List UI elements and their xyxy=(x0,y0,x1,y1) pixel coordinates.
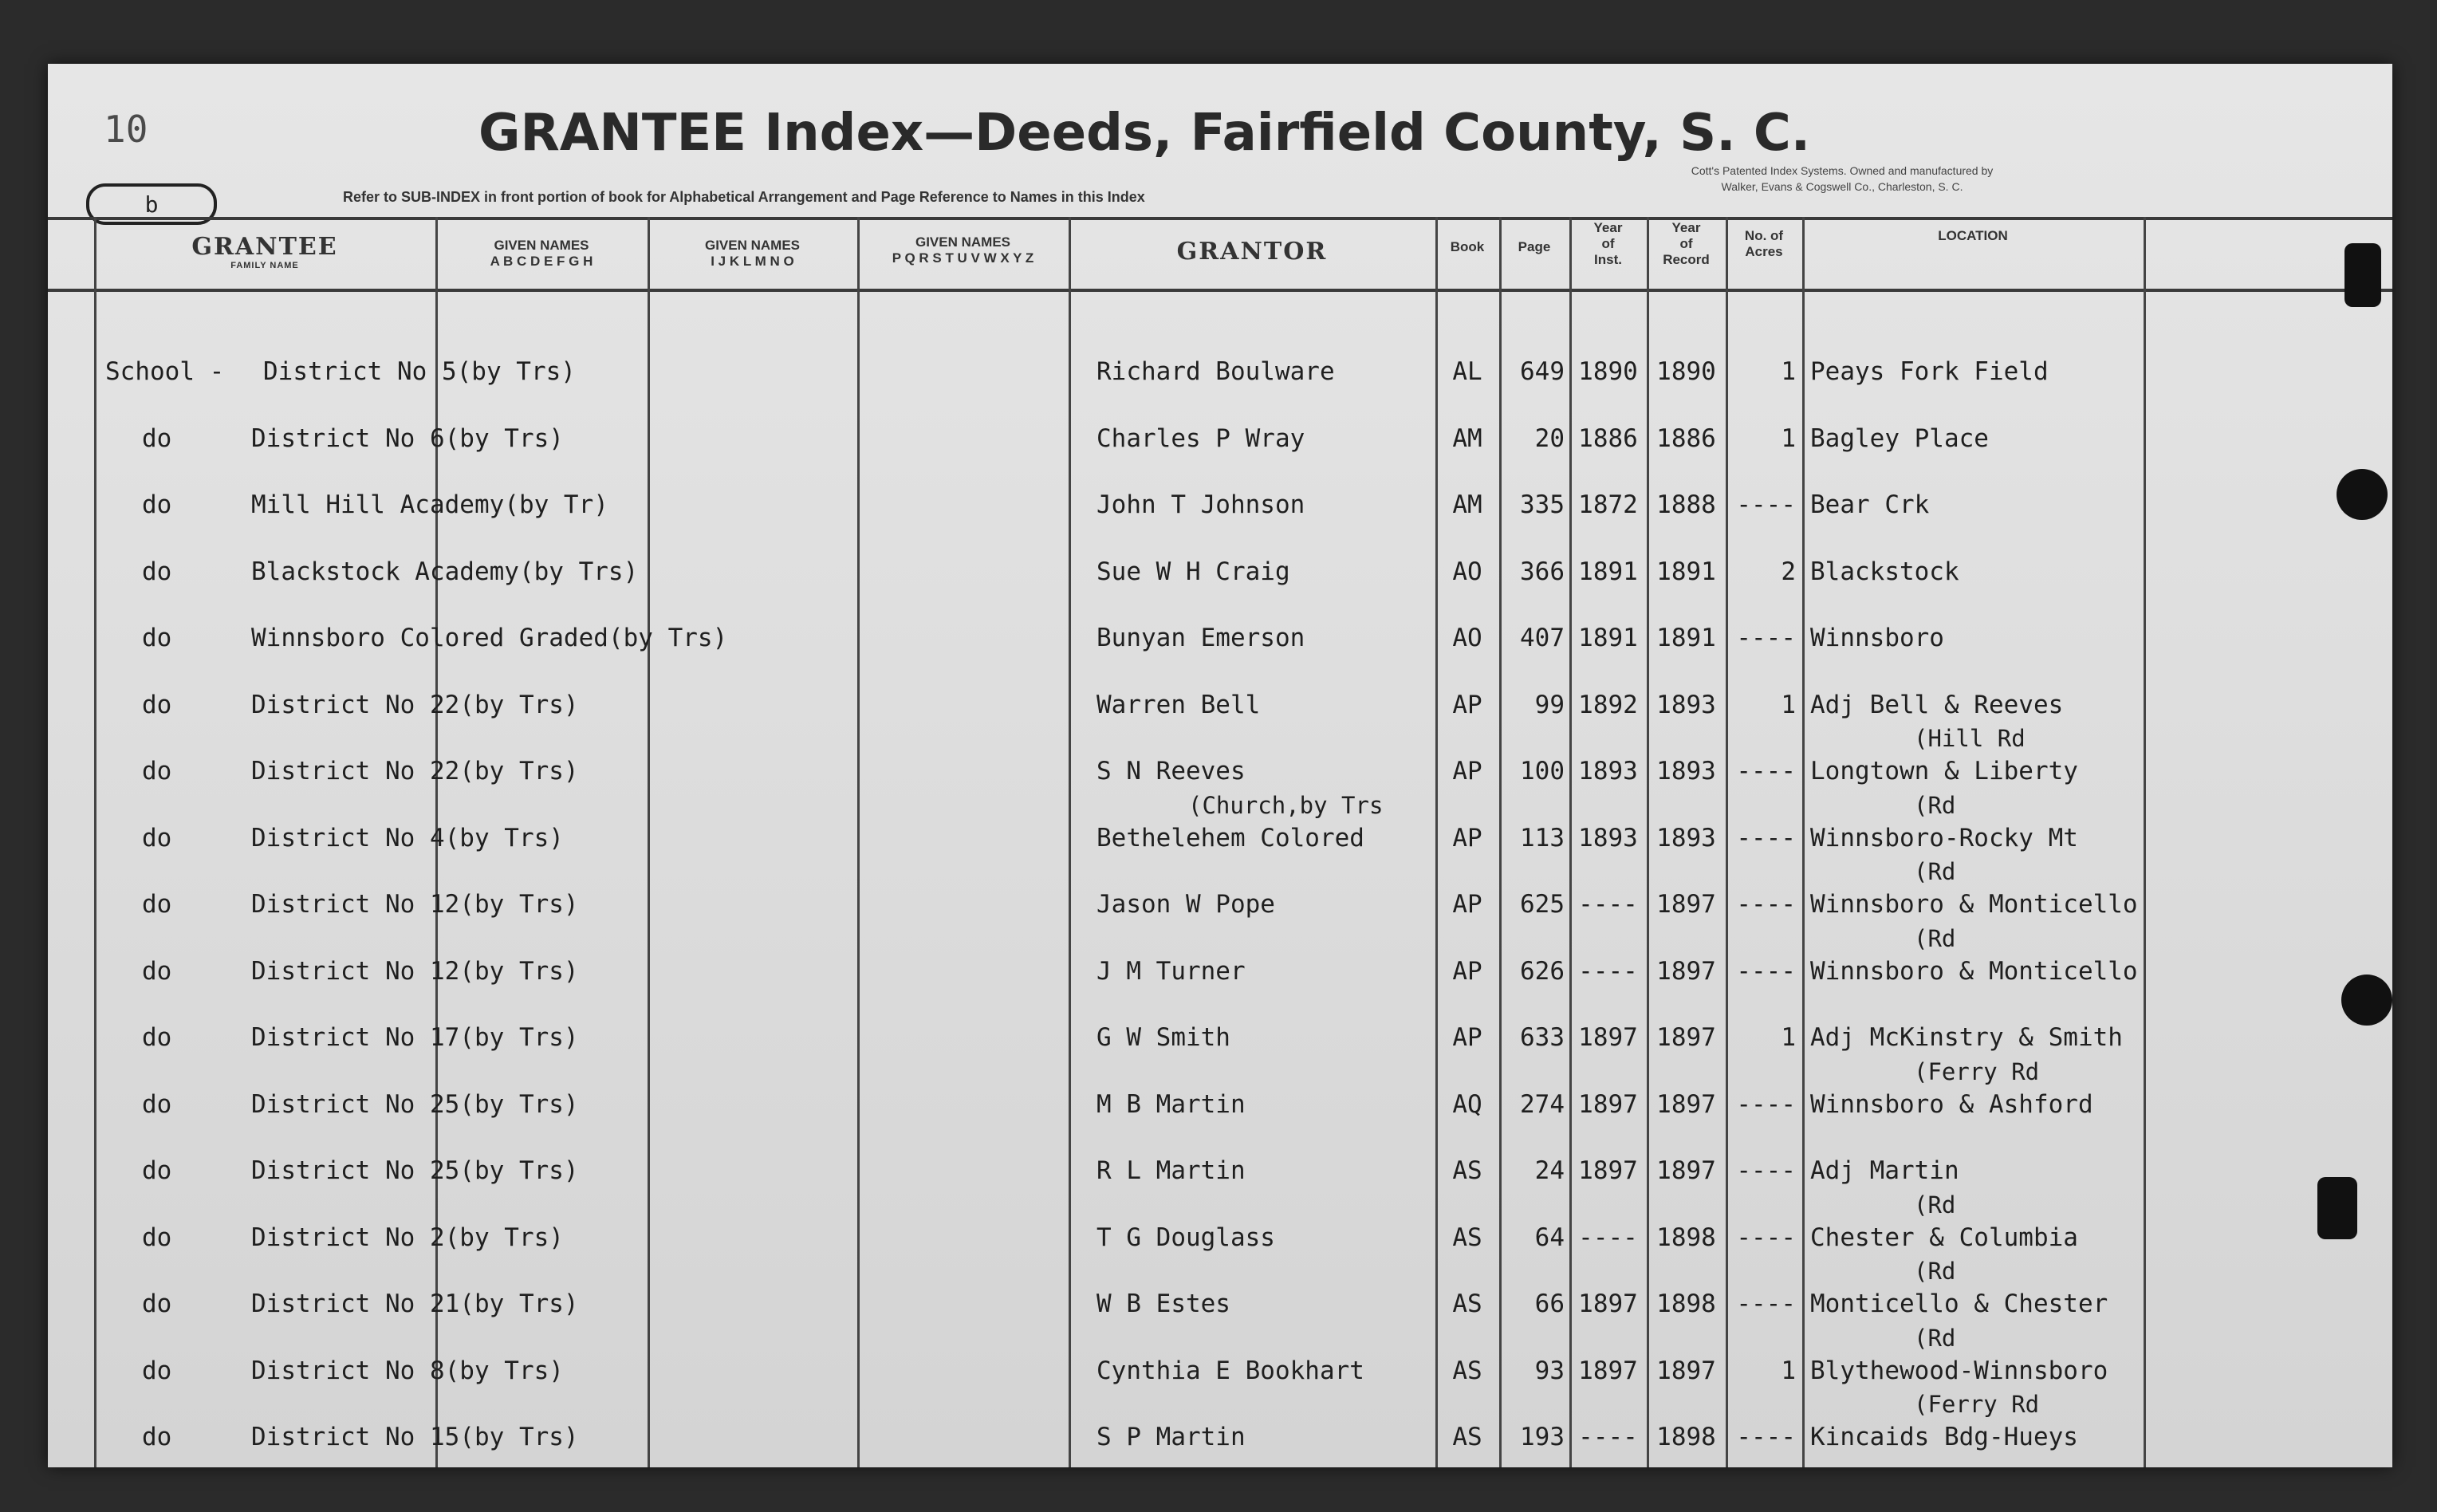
header-acres-2: Acres xyxy=(1745,244,1783,259)
page-number: 20 xyxy=(1534,423,1565,453)
page-number: 100 xyxy=(1520,757,1565,786)
grantor-name: Charles P Wray xyxy=(1096,423,1305,453)
year-inst: ---- xyxy=(1578,890,1638,919)
acres: ---- xyxy=(1736,1290,1796,1318)
location: Blythewood-Winnsboro xyxy=(1810,1356,2108,1385)
page-number: 66 xyxy=(1534,1290,1565,1318)
col-rule-given2 xyxy=(648,217,650,1467)
acres: 1 xyxy=(1781,423,1796,453)
grantor-name: S P Martin xyxy=(1096,1423,1246,1451)
book-code: AS xyxy=(1452,1290,1482,1318)
grantor-name: M B Martin xyxy=(1096,1089,1246,1119)
year-record: 1897 xyxy=(1656,956,1716,986)
header-book: Book xyxy=(1450,239,1485,254)
header-year-inst xyxy=(1569,220,1647,268)
location: Adj Bell & Reeves xyxy=(1810,690,2064,719)
page-number: 649 xyxy=(1520,357,1565,386)
header-year-record-1: Year xyxy=(1671,220,1701,235)
header-year-record-2: of xyxy=(1679,236,1693,251)
header-given-names-1 xyxy=(435,238,648,270)
header-year-inst-1: Year xyxy=(1593,220,1623,235)
grantee-family: School - xyxy=(105,357,225,386)
location-note: (Rd xyxy=(1914,791,1956,819)
col-rule-given3 xyxy=(857,217,860,1467)
year-inst: 1872 xyxy=(1578,490,1638,519)
acres: 1 xyxy=(1781,690,1796,719)
page-number: 113 xyxy=(1520,823,1565,852)
page-number: 335 xyxy=(1520,490,1565,519)
location-note: (Rd xyxy=(1914,858,1956,885)
year-record: 1897 xyxy=(1656,1089,1716,1119)
location-note: (Ferry Rd xyxy=(1914,1057,2040,1085)
grantee-family: do xyxy=(142,1423,172,1451)
location: Winnsboro & Monticello xyxy=(1810,956,2138,986)
year-inst: 1897 xyxy=(1578,1156,1638,1185)
location-note: (Rd xyxy=(1914,1258,1956,1285)
year-inst: 1891 xyxy=(1578,624,1638,652)
year-record: 1891 xyxy=(1656,557,1716,586)
header-location: LOCATION xyxy=(1938,228,2008,243)
year-inst: 1893 xyxy=(1578,823,1638,852)
header-top-rule xyxy=(48,217,2392,220)
acres: ---- xyxy=(1736,1423,1796,1451)
patent-note-line-2: Walker, Evans & Cogswell Co., Charleston, S. C. xyxy=(1721,180,1963,193)
location: Winnsboro-Rocky Mt xyxy=(1810,823,2078,852)
header-given-names-3-range: P Q R S T U V W X Y Z xyxy=(892,250,1034,266)
book-code: AP xyxy=(1452,757,1482,786)
grantee-family: do xyxy=(142,1223,172,1252)
grantee-given: District No 2(by Trs) xyxy=(251,1223,564,1252)
year-record: 1893 xyxy=(1656,823,1716,852)
page-number: 193 xyxy=(1520,1423,1565,1451)
location: Adj Martin xyxy=(1810,1156,1959,1185)
grantee-family: do xyxy=(142,490,172,519)
grantee-family: do xyxy=(142,1023,172,1052)
grantee-family: do xyxy=(142,1290,172,1318)
binder-hole xyxy=(2317,1177,2357,1239)
location: Longtown & Liberty xyxy=(1810,757,2078,786)
acres: ---- xyxy=(1736,1089,1796,1119)
header-given-names-1-label: GIVEN NAMES xyxy=(494,238,589,253)
grantee-family: do xyxy=(142,624,172,652)
year-inst: ---- xyxy=(1578,1423,1638,1451)
year-record: 1897 xyxy=(1656,1156,1716,1185)
location: Winnsboro & Monticello xyxy=(1810,890,2138,919)
location: Peays Fork Field xyxy=(1810,357,2049,386)
binder-hole xyxy=(2341,975,2392,1026)
page-number: 633 xyxy=(1520,1023,1565,1052)
year-record: 1897 xyxy=(1656,1356,1716,1385)
year-inst: ---- xyxy=(1578,1223,1638,1252)
location: Kincaids Bdg-Hueys xyxy=(1810,1423,2078,1451)
grantor-name: Cynthia E Bookhart xyxy=(1096,1356,1364,1385)
grantee-family: do xyxy=(142,1156,172,1185)
location: Winnsboro xyxy=(1810,624,1944,652)
year-record: 1886 xyxy=(1656,423,1716,453)
location: Blackstock xyxy=(1810,557,1959,586)
year-record: 1898 xyxy=(1656,1290,1716,1318)
page-number: 274 xyxy=(1520,1089,1565,1119)
header-given-names-3-label: GIVEN NAMES xyxy=(915,234,1011,250)
header-year-record xyxy=(1647,220,1726,268)
location: Bear Crk xyxy=(1810,490,1930,519)
header-given-names-2-label: GIVEN NAMES xyxy=(704,238,801,253)
book-code: AO xyxy=(1452,557,1482,586)
year-record: 1893 xyxy=(1656,757,1716,786)
grantee-given: District No 17(by Trs) xyxy=(251,1023,579,1052)
page-number: 626 xyxy=(1520,956,1565,986)
year-inst: 1897 xyxy=(1578,1290,1638,1318)
col-rule-right xyxy=(2144,217,2146,1467)
grantee-given: District No 15(by Trs) xyxy=(251,1423,579,1451)
book-code: AL xyxy=(1452,357,1482,386)
location: Chester & Columbia xyxy=(1810,1223,2078,1252)
header-acres xyxy=(1726,228,1802,260)
grantee-family: do xyxy=(142,1089,172,1119)
book-code: AP xyxy=(1452,1023,1482,1052)
grantee-given: District No 12(by Trs) xyxy=(251,956,579,986)
grantor-name: G W Smith xyxy=(1096,1023,1230,1052)
year-record: 1888 xyxy=(1656,490,1716,519)
grantor-name: Richard Boulware xyxy=(1096,357,1335,386)
grantor-name: T G Douglass xyxy=(1096,1223,1275,1252)
book-code: AO xyxy=(1452,624,1482,652)
grantee-family: do xyxy=(142,557,172,586)
grantee-given: Mill Hill Academy(by Tr) xyxy=(251,490,608,519)
book-code: AM xyxy=(1452,423,1482,453)
grantee-given: District No 5(by Trs) xyxy=(263,357,576,386)
year-record: 1890 xyxy=(1656,357,1716,386)
grantee-given: Blackstock Academy(by Trs) xyxy=(251,557,639,586)
sub-index-mark: b xyxy=(86,183,217,225)
header-page: Page xyxy=(1518,239,1551,254)
year-inst: 1890 xyxy=(1578,357,1638,386)
location-note: (Rd xyxy=(1914,1324,1956,1352)
location-note: (Rd xyxy=(1914,1191,1956,1219)
acres: 1 xyxy=(1781,1356,1796,1385)
refer-note: Refer to SUB-INDEX in front portion of book for Alphabetical Arrangement and Page Reference to Names in this Index xyxy=(343,189,1145,205)
header-given-names-3 xyxy=(857,234,1069,266)
acres: ---- xyxy=(1736,490,1796,519)
header-given-names-2 xyxy=(648,238,857,270)
page-title: GRANTEE Index—Deeds, Fairfield County, S. C. xyxy=(478,104,1811,163)
page-number: 366 xyxy=(1520,557,1565,586)
header-bottom-rule xyxy=(48,289,2392,292)
page-number: 10 xyxy=(104,108,148,151)
year-inst: 1886 xyxy=(1578,423,1638,453)
year-inst: 1897 xyxy=(1578,1023,1638,1052)
grantee-given: District No 22(by Trs) xyxy=(251,690,579,719)
grantor-name: S N Reeves xyxy=(1096,757,1246,786)
year-record: 1898 xyxy=(1656,1423,1716,1451)
grantee-given: Winnsboro Colored Graded(by Trs) xyxy=(251,624,728,652)
book-code: AS xyxy=(1452,1223,1482,1252)
grantor-name: J M Turner xyxy=(1096,956,1246,986)
location-note: (Hill Rd xyxy=(1914,725,2026,752)
grantee-family: do xyxy=(142,823,172,852)
acres: ---- xyxy=(1736,757,1796,786)
year-record: 1897 xyxy=(1656,890,1716,919)
grantee-given: District No 6(by Trs) xyxy=(251,423,564,453)
acres: ---- xyxy=(1736,956,1796,986)
acres: ---- xyxy=(1736,624,1796,652)
col-rule-left xyxy=(94,217,96,1467)
grantor-name: Warren Bell xyxy=(1096,690,1261,719)
header-year-record-3: Record xyxy=(1663,252,1710,267)
acres: ---- xyxy=(1736,890,1796,919)
book-code: AP xyxy=(1452,823,1482,852)
acres: 1 xyxy=(1781,357,1796,386)
location-note: (Rd xyxy=(1914,924,1956,952)
grantor-name: Jason W Pope xyxy=(1096,890,1275,919)
location: Bagley Place xyxy=(1810,423,1989,453)
page-number: 625 xyxy=(1520,890,1565,919)
book-code: AP xyxy=(1452,890,1482,919)
page-number: 64 xyxy=(1534,1223,1565,1252)
year-inst: 1897 xyxy=(1578,1356,1638,1385)
grantee-given: District No 22(by Trs) xyxy=(251,757,579,786)
header-grantor: GRANTOR xyxy=(1176,238,1328,266)
header-grantee-label: GRANTEE xyxy=(191,233,338,261)
year-record: 1897 xyxy=(1656,1023,1716,1052)
grantor-name: W B Estes xyxy=(1096,1290,1230,1318)
index-card xyxy=(48,64,2392,1467)
grantee-family: do xyxy=(142,890,172,919)
grantee-given: District No 25(by Trs) xyxy=(251,1089,579,1119)
book-code: AS xyxy=(1452,1156,1482,1185)
grantor-name: Sue W H Craig xyxy=(1096,557,1290,586)
grantee-given: District No 21(by Trs) xyxy=(251,1290,579,1318)
page-number: 24 xyxy=(1534,1156,1565,1185)
grantee-family: do xyxy=(142,1356,172,1385)
acres: ---- xyxy=(1736,1223,1796,1252)
acres: ---- xyxy=(1736,823,1796,852)
book-code: AP xyxy=(1452,956,1482,986)
grantee-given: District No 25(by Trs) xyxy=(251,1156,579,1185)
grantor-name: Bethelehem Colored xyxy=(1096,823,1364,852)
book-code: AP xyxy=(1452,690,1482,719)
grantor-name: John T Johnson xyxy=(1096,490,1305,519)
grantee-family: do xyxy=(142,690,172,719)
patent-note-line-1: Cott's Patented Index Systems. Owned and manufactured by xyxy=(1691,164,1994,177)
page-number: 99 xyxy=(1534,690,1565,719)
binder-hole xyxy=(2344,243,2381,307)
grantee-family: do xyxy=(142,423,172,453)
location: Adj McKinstry & Smith xyxy=(1810,1023,2123,1052)
header-given-names-1-range: A B C D E F G H xyxy=(490,254,593,269)
acres: 1 xyxy=(1781,1023,1796,1052)
book-code: AM xyxy=(1452,490,1482,519)
page-number: 93 xyxy=(1534,1356,1565,1385)
year-record: 1898 xyxy=(1656,1223,1716,1252)
header-year-inst-3: Inst. xyxy=(1594,252,1622,267)
binder-hole xyxy=(2337,469,2388,520)
header-grantee xyxy=(94,233,435,270)
year-inst: 1893 xyxy=(1578,757,1638,786)
year-inst: 1891 xyxy=(1578,557,1638,586)
header-given-names-2-range: I J K L M N O xyxy=(711,254,794,269)
book-code: AQ xyxy=(1452,1089,1482,1119)
location: Winnsboro & Ashford xyxy=(1810,1089,2093,1119)
acres: ---- xyxy=(1736,1156,1796,1185)
year-inst: 1892 xyxy=(1578,690,1638,719)
grantee-given: District No 12(by Trs) xyxy=(251,890,579,919)
year-record: 1893 xyxy=(1656,690,1716,719)
acres: 2 xyxy=(1781,557,1796,586)
book-code: AS xyxy=(1452,1423,1482,1451)
header-acres-1: No. of xyxy=(1744,228,1784,243)
year-inst: 1897 xyxy=(1578,1089,1638,1119)
patent-note xyxy=(1563,163,2121,195)
col-rule-location xyxy=(1802,217,1805,1467)
year-record: 1891 xyxy=(1656,624,1716,652)
grantor-name: R L Martin xyxy=(1096,1156,1246,1185)
grantor-note: (Church,by Trs xyxy=(1188,791,1384,819)
book-code: AS xyxy=(1452,1356,1482,1385)
location-note: (Ferry Rd xyxy=(1914,1391,2040,1418)
header-grantee-sub: FAMILY NAME xyxy=(230,261,299,270)
location: Monticello & Chester xyxy=(1810,1290,2108,1318)
grantee-family: do xyxy=(142,956,172,986)
page-number: 407 xyxy=(1520,624,1565,652)
grantee-given: District No 8(by Trs) xyxy=(251,1356,564,1385)
grantee-family: do xyxy=(142,757,172,786)
header-year-inst-2: of xyxy=(1601,236,1615,251)
year-inst: ---- xyxy=(1578,956,1638,986)
grantor-name: Bunyan Emerson xyxy=(1096,624,1305,652)
col-rule-grantor xyxy=(1069,217,1071,1467)
grantee-given: District No 4(by Trs) xyxy=(251,823,564,852)
